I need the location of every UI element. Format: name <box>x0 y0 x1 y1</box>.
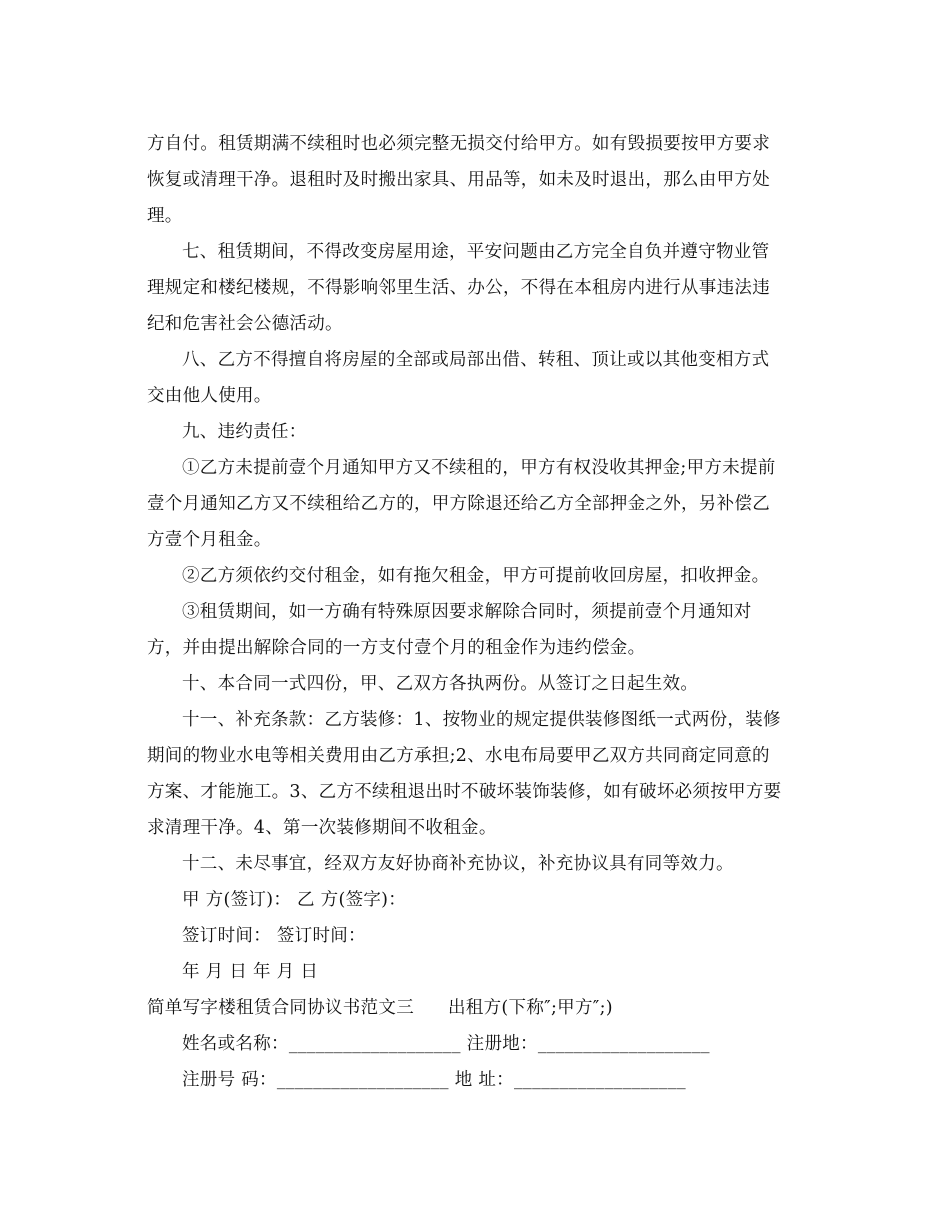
registration-number-label: 注册号 码： <box>182 1070 277 1090</box>
paragraph-line: 恢复或清理干净。退租时及时搬出家具、用品等，如未及时退出，那么由甲方处 <box>147 170 770 190</box>
paragraph-line: 理。 <box>147 206 183 226</box>
paragraph-line: 理规定和楼纪楼规，不得影响邻里生活、办公，不得在本租房内进行从事违法违 <box>147 278 770 298</box>
clause-nine-heading: 九、违约责任： <box>182 422 307 442</box>
clause-nine-item-2: ②乙方须依约交付租金，如有拖欠租金，甲方可提前收回房屋，扣收押金。 <box>182 566 770 586</box>
address-label: 地 址： <box>454 1070 514 1090</box>
signing-time-line: 签订时间： 签订时间： <box>182 926 366 946</box>
regno-address-line <box>182 1068 686 1092</box>
clause-eleven-line: 十一、补充条款：乙方装修：1、按物业的规定提供装修图纸一式两份，装修 <box>182 710 781 730</box>
clause-eight-line: 八、乙方不得擅自将房屋的全部或局部出借、转租、顶让或以其他变相方式 <box>182 350 770 370</box>
paragraph-line: 方自付。租赁期满不续租时也必须完整无损交付给甲方。如有毁损要按甲方要求 <box>147 134 770 154</box>
paragraph-line: 方案、才能施工。3、乙方不续租退出时不破坏装饰装修，如有破坏必须按甲方要 <box>147 782 782 802</box>
paragraph-line: 方，并由提出解除合同的一方支付壹个月的租金作为违约偿金。 <box>147 638 646 658</box>
name-blank: ___________________ <box>288 1034 461 1054</box>
clause-ten-line: 十、本合同一式四份，甲、乙双方各执两份。从签订之日起生效。 <box>182 674 699 694</box>
paragraph-line: 壹个月通知乙方又不续租给乙方的，甲方除退还给乙方全部押金之外，另补偿乙 <box>147 494 770 514</box>
name-registration-line <box>182 1032 710 1056</box>
paragraph-line: 交由他人使用。 <box>147 386 272 406</box>
registration-number-blank: ___________________ <box>276 1070 449 1090</box>
signing-date-line: 年 月 日 年 月 日 <box>182 962 319 982</box>
clause-nine-item-1: ①乙方未提前壹个月通知甲方又不续租的，甲方有权没收其押金;甲方未提前 <box>182 458 776 478</box>
section-heading-line <box>147 996 613 1020</box>
clause-seven-line: 七、租赁期间，不得改变房屋用途，平安问题由乙方完全自负并遵守物业管 <box>182 242 770 262</box>
paragraph-line: 纪和危害社会公德活动。 <box>147 314 343 334</box>
registration-place-blank: ___________________ <box>537 1034 710 1054</box>
clause-nine-item-3: ③租赁期间，如一方确有特殊原因要求解除合同时，须提前壹个月通知对 <box>182 602 752 622</box>
section-title: 简单写字楼租赁合同协议书范文三 <box>147 998 414 1018</box>
name-label: 姓名或名称： <box>182 1034 289 1054</box>
registration-place-label: 注册地： <box>466 1034 538 1054</box>
paragraph-line: 方壹个月租金。 <box>147 530 272 550</box>
paragraph-line: 期间的物业水电等相关费用由乙方承担;2、水电布局要甲乙双方共同商定同意的 <box>147 746 770 766</box>
clause-twelve-line: 十二、未尽事宜，经双方友好协商补充协议，补充协议具有同等效力。 <box>182 854 734 874</box>
signature-parties-line: 甲 方(签订)： 乙 方(签字)： <box>182 890 407 910</box>
section-lessor-label: 出租方(下称″;甲方″;) <box>448 998 613 1018</box>
address-blank: ___________________ <box>513 1070 686 1090</box>
paragraph-line: 求清理干净。4、第一次装修期间不收租金。 <box>147 818 497 838</box>
